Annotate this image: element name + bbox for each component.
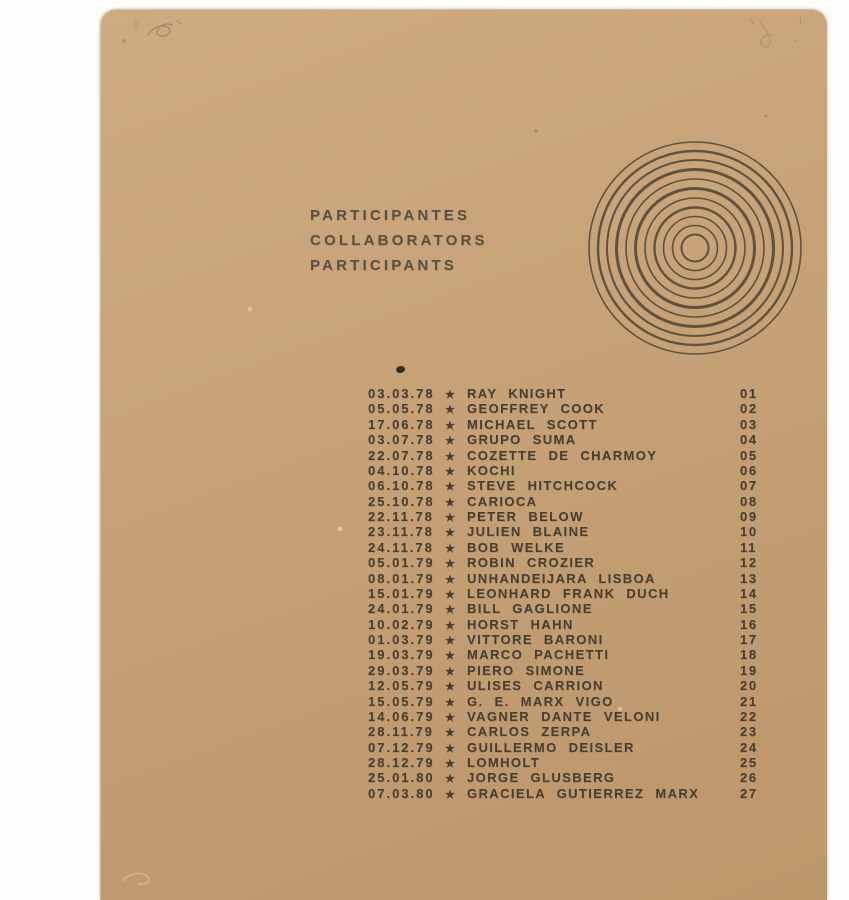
entry-name: RAY KNIGHT: [467, 386, 567, 401]
entry-name: CARLOS ZERPA: [467, 724, 592, 740]
entry-name: GRUPO SUMA: [467, 432, 577, 448]
entry-date: 03.03.78: [368, 386, 435, 401]
star-icon: ★: [445, 465, 457, 478]
list-row: [368, 386, 788, 401]
entry-name: ULISES CARRION: [467, 678, 604, 694]
entry-number: 16: [740, 616, 758, 632]
star-icon: ★: [445, 573, 457, 586]
star-icon: ★: [445, 681, 457, 694]
ink-dot: [395, 365, 405, 374]
list-row: [368, 463, 788, 478]
list-row: [368, 601, 788, 616]
list-row: [368, 448, 788, 463]
entry-number: 06: [740, 462, 758, 478]
entry-date: 24.01.79: [368, 601, 435, 617]
entry-date: 29.03.79: [368, 662, 435, 678]
entry-name: LOMHOLT: [467, 755, 541, 770]
entry-name: JULIEN BLAINE: [467, 524, 590, 540]
entry-name: VITTORE BARONI: [467, 632, 604, 647]
entry-number: 11: [740, 539, 757, 555]
entry-date: 25.10.78: [368, 493, 435, 509]
entry-number: 20: [740, 678, 758, 694]
circle-ring: [682, 235, 709, 262]
entry-date: 03.07.78: [368, 432, 435, 448]
entry-name: HORST HAHN: [467, 616, 574, 632]
circle-ring: [626, 179, 764, 317]
star-icon: ★: [445, 481, 457, 494]
entry-number: 24: [740, 739, 758, 755]
entry-date: 08.01.79: [368, 570, 435, 586]
star-icon: ★: [445, 665, 457, 678]
list-row: [368, 770, 788, 785]
pencil-tick-marks: [750, 17, 801, 42]
entry-date: 22.11.78: [368, 509, 434, 524]
entry-date: 04.10.78: [368, 462, 435, 478]
entry-number: 17: [740, 632, 758, 647]
title-line-collaborators: COLLABORATORS: [310, 232, 488, 249]
emboss-mark-bottom-left: [122, 874, 149, 885]
star-icon: ★: [445, 773, 457, 786]
circle-ring: [598, 151, 792, 345]
star-icon: ★: [445, 588, 457, 601]
entry-date: 23.11.78: [368, 524, 434, 540]
entry-number: 01: [740, 386, 758, 401]
entry-date: 07.12.79: [368, 739, 435, 755]
pencil-asterisk-mark: [122, 39, 126, 43]
list-row: [368, 494, 788, 509]
entry-number: 15: [740, 601, 758, 617]
circle-ring: [645, 198, 745, 298]
list-row: [368, 724, 788, 739]
entry-name: ROBIN CROZIER: [467, 555, 596, 571]
entry-date: 14.06.79: [368, 708, 435, 724]
circle-ring: [589, 142, 801, 354]
star-icon: ★: [445, 711, 457, 724]
entry-name: MARCO PACHETTI: [467, 647, 610, 663]
list-row: [368, 432, 788, 447]
entry-name: GEOFFREY COOK: [467, 401, 606, 417]
circle-ring: [655, 208, 736, 289]
star-icon: ★: [445, 496, 457, 509]
entry-number: 07: [740, 478, 758, 494]
list-row: [368, 694, 788, 709]
entry-date: 01.03.79: [368, 632, 435, 647]
list-row: [368, 740, 788, 755]
list-row: [368, 786, 788, 801]
entry-name: CARIOCA: [467, 493, 538, 509]
entry-name: PIERO SIMONE: [467, 662, 586, 678]
star-icon: ★: [445, 650, 457, 663]
circle-ring: [617, 170, 774, 327]
star-icon: ★: [445, 389, 457, 401]
entry-number: 26: [740, 770, 758, 786]
entry-name: KOCHI: [467, 462, 516, 478]
list-row: [368, 401, 788, 416]
entry-number: 27: [740, 785, 758, 801]
entry-number: 22: [740, 708, 758, 724]
star-icon: ★: [445, 450, 457, 463]
entry-date: 22.07.78: [368, 447, 435, 463]
star-icon: ★: [445, 742, 457, 755]
entry-number: 08: [740, 493, 758, 509]
star-icon: ★: [445, 404, 457, 417]
concentric-circles-icon: [586, 139, 804, 357]
star-icon: ★: [445, 419, 457, 432]
star-icon: ★: [445, 527, 457, 540]
entry-number: 05: [740, 447, 758, 463]
list-row: [368, 571, 788, 586]
star-icon: ★: [445, 696, 457, 709]
star-icon: ★: [445, 435, 457, 448]
entry-number: 19: [740, 662, 758, 678]
title-block: [310, 203, 488, 278]
entry-date: 15.01.79: [368, 585, 435, 601]
entry-number: 02: [740, 401, 758, 417]
title-line-participantes: PARTICIPANTES: [310, 207, 471, 224]
entry-name: PETER BELOW: [467, 509, 584, 524]
entry-number: 10: [740, 524, 758, 540]
list-row: [368, 478, 788, 493]
star-icon: ★: [445, 635, 457, 647]
entry-date: 28.11.79: [368, 724, 434, 740]
entry-number: 18: [740, 647, 758, 663]
star-icon: ★: [445, 558, 457, 571]
pencil-square-mark: [134, 22, 138, 26]
entry-name: VAGNER DANTE VELONI: [467, 708, 661, 724]
entry-number: 13: [740, 570, 758, 586]
concentric-circles-graphic: [586, 139, 804, 357]
pencil-scribble-top-left: [148, 21, 181, 36]
entry-name: JORGE GLUSBERG: [467, 770, 616, 786]
entry-date: 17.06.78: [368, 416, 435, 432]
star-icon: ★: [445, 788, 457, 801]
entry-number: 21: [740, 693, 758, 709]
entry-name: UNHANDEIJARA LISBOA: [467, 570, 656, 586]
star-icon: ★: [445, 758, 457, 770]
pencil-scribble-top-right: [760, 21, 772, 47]
list-row: [368, 540, 788, 555]
entry-number: 03: [740, 416, 758, 432]
star-icon: ★: [445, 727, 457, 740]
list-row: [368, 586, 788, 601]
entry-date: 19.03.79: [368, 647, 435, 663]
entry-name: GRACIELA GUTIERREZ MARX: [467, 785, 700, 801]
title-line-participants: PARTICIPANTS: [310, 257, 458, 274]
entry-date: 05.01.79: [368, 555, 435, 571]
star-icon: ★: [445, 512, 457, 524]
entry-name: COZETTE DE CHARMOY: [467, 447, 658, 463]
list-row: [368, 509, 788, 524]
entry-date: 05.05.78: [368, 401, 435, 417]
entry-number: 09: [740, 509, 758, 524]
entry-name: GUILLERMO DEISLER: [467, 739, 635, 755]
entry-number: 25: [740, 755, 758, 770]
entry-date: 25.01.80: [368, 770, 435, 786]
list-row: [368, 555, 788, 570]
entry-number: 04: [740, 432, 758, 448]
entry-number: 23: [740, 724, 758, 740]
entry-date: 12.05.79: [368, 678, 435, 694]
list-row: [368, 632, 788, 647]
list-row: [368, 647, 788, 662]
list-row: [368, 755, 788, 770]
star-icon: ★: [445, 604, 457, 617]
entry-name: G. E. MARX VIGO: [467, 693, 614, 709]
circle-ring: [607, 160, 783, 336]
entry-name: LEONHARD FRANK DUCH: [467, 585, 670, 601]
list-row: [368, 709, 788, 724]
entry-date: 10.02.79: [368, 616, 435, 632]
entry-date: 15.05.79: [368, 693, 435, 709]
participants-list: [368, 386, 788, 801]
entry-name: STEVE HITCHCOCK: [467, 478, 619, 494]
entry-name: BOB WELKE: [467, 539, 566, 555]
entry-date: 07.03.80: [368, 785, 435, 801]
list-row: [368, 678, 788, 693]
star-icon: ★: [445, 542, 457, 555]
list-row: [368, 663, 788, 678]
circle-ring: [673, 226, 718, 271]
entry-name: BILL GAGLIONE: [467, 601, 593, 617]
entry-number: 14: [740, 585, 758, 601]
entry-number: 12: [740, 555, 758, 571]
kraft-paper-sheet: [100, 9, 827, 900]
list-row: [368, 617, 788, 632]
entry-date: 06.10.78: [368, 478, 435, 494]
entry-date: 28.12.79: [368, 755, 435, 770]
entry-name: MICHAEL SCOTT: [467, 416, 598, 432]
star-icon: ★: [445, 619, 457, 632]
list-row: [368, 524, 788, 539]
entry-date: 24.11.78: [368, 539, 434, 555]
list-row: [368, 417, 788, 432]
